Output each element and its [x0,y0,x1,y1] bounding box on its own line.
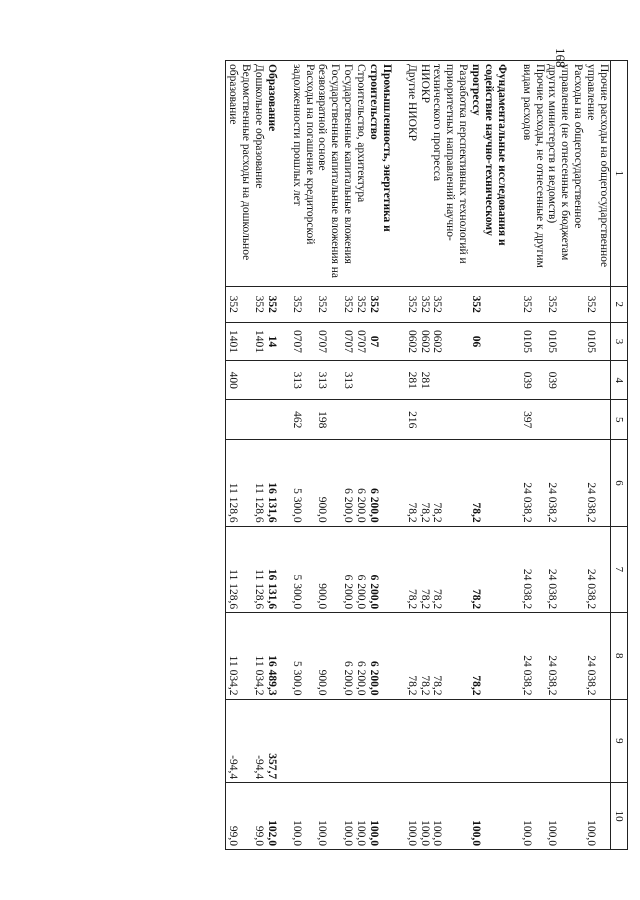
table-cell-col-9 [431,699,470,783]
table-cell-col-4 [354,361,367,400]
table-cell-col-2: 352 [520,286,546,322]
table-cell-col-4: 039 [546,361,585,400]
table-cell-col-3: 1401 [252,322,265,360]
table-row [418,61,431,850]
spacer-cell [393,322,405,360]
table-cell-col-1: Государственные капитальные вложения [341,61,354,287]
table-row [354,61,367,850]
table-cell-col-9: 357,7 [265,699,278,783]
table-cell-col-3: 0105 [520,322,546,360]
table-cell-col-6: 5 300,0 [290,440,316,526]
table-cell-col-5 [584,400,610,440]
table-cell-col-1: Фундаментальные исследования и содействие научно-техническому прогрессу [469,61,508,287]
table-cell-col-5: 216 [405,400,418,440]
table-cell-col-2: 352 [546,286,585,322]
table-row [341,61,354,850]
table-cell-col-3: 0707 [316,322,342,360]
table-cell-col-5: 198 [316,400,342,440]
header-col-9: 9 [611,699,628,783]
table-row [316,61,342,850]
spacer-cell [393,61,405,287]
table-cell-col-3: 0105 [546,322,585,360]
table-cell-col-6: 6 200,0 [341,440,354,526]
table-cell-col-3: 0105 [584,322,610,360]
table-cell-col-5 [226,400,252,440]
table-cell-col-8: 24 038,2 [520,613,546,699]
table-cell-col-1: НИОКР [418,61,431,287]
table-cell-col-9 [341,699,354,783]
table-cell-col-7: 6 200,0 [354,526,367,612]
table-cell-col-2: 352 [431,286,470,322]
table-cell-col-8: 78,2 [431,613,470,699]
table-cell-col-1: Ведомственные расходы на дошкольное образование [226,61,252,287]
table-cell-col-10: 100,0 [354,783,367,850]
spacer-cell [393,783,405,850]
header-col-7: 7 [611,526,628,612]
spacer-cell [508,526,520,612]
spacer-cell [278,783,290,850]
table-cell-col-6: 900,0 [316,440,342,526]
table-cell-col-6: 78,2 [405,440,418,526]
table-cell-col-3: 14 [265,322,278,360]
table-cell-col-3: 1401 [226,322,252,360]
table-cell-col-8: 5 300,0 [290,613,316,699]
table-cell-col-9 [316,699,342,783]
table-body [226,61,611,850]
table-cell-col-1: Другие НИОКР [405,61,418,287]
table-cell-col-7: 78,2 [418,526,431,612]
budget-table [225,60,628,850]
table-row [405,61,418,850]
table-row [226,61,252,850]
table-row [290,61,316,850]
table-cell-col-1: Прочие расходы, не отнесенные к другим видам расходов [520,61,546,287]
table-cell-col-6: 24 038,2 [546,440,585,526]
spacer-cell [393,361,405,400]
table-cell-col-6: 78,2 [431,440,470,526]
table-cell-col-5 [546,400,585,440]
table-cell-col-9 [520,699,546,783]
table-cell-col-6: 6 200,0 [367,440,393,526]
spacer-cell [278,286,290,322]
table-cell-col-9 [354,699,367,783]
table-cell-col-4: 039 [520,361,546,400]
table-row [469,61,508,850]
table-cell-col-2: 352 [252,286,265,322]
table-cell-col-3: 0602 [405,322,418,360]
table-cell-col-10: 100,0 [341,783,354,850]
table-cell-col-2: 352 [405,286,418,322]
table-cell-col-2: 352 [367,286,393,322]
table-row [546,61,585,850]
table-cell-col-4 [252,361,265,400]
table-cell-col-7: 78,2 [431,526,470,612]
table-row [431,61,470,850]
spacer-cell [278,613,290,699]
spacer-cell [278,400,290,440]
rotated-page [58,60,628,850]
table-cell-col-6: 78,2 [418,440,431,526]
table-cell-col-8: 24 038,2 [584,613,610,699]
table-cell-col-5 [367,400,393,440]
table-cell-col-10: 100,0 [367,783,393,850]
table-cell-col-2: 352 [418,286,431,322]
table-cell-col-1: Государственные капитальные вложения на безвозвратной основе [316,61,342,287]
table-cell-col-6: 11 128,6 [226,440,252,526]
table-cell-col-5: 462 [290,400,316,440]
spacer-cell [508,613,520,699]
table-cell-col-3: 0707 [341,322,354,360]
spacer-cell [508,286,520,322]
spacer-cell [393,286,405,322]
table-cell-col-6: 24 038,2 [584,440,610,526]
table-cell-col-8: 78,2 [469,613,508,699]
table-cell-col-2: 352 [316,286,342,322]
spacer-row [508,61,520,850]
header-col-2: 2 [611,286,628,322]
header-col-8: 8 [611,613,628,699]
spacer-cell [278,699,290,783]
table-cell-col-1: Строительство, архитектура [354,61,367,287]
table-cell-col-6: 6 200,0 [354,440,367,526]
table-cell-col-10: 100,0 [469,783,508,850]
table-cell-col-9: -94,4 [226,699,252,783]
table-cell-col-5 [469,400,508,440]
table-cell-col-10: 100,0 [418,783,431,850]
table-cell-col-3: 06 [469,322,508,360]
table-cell-col-9: -94,4 [252,699,265,783]
spacer-cell [393,400,405,440]
table-cell-col-1: Расходы на общегосударственное управление (не отнесенные к бюджетам других министерств и ведомств) [546,61,585,287]
spacer-row [278,61,290,850]
table-cell-col-7: 11 128,6 [226,526,252,612]
table-cell-col-6: 16 131,6 [265,440,278,526]
table-cell-col-4: 313 [341,361,354,400]
table-cell-col-5: 397 [520,400,546,440]
spacer-cell [278,322,290,360]
spacer-cell [278,440,290,526]
table-cell-col-7: 6 200,0 [367,526,393,612]
spacer-cell [508,400,520,440]
table-cell-col-10: 100,0 [520,783,546,850]
spacer-cell [508,322,520,360]
header-col-1: 1 [611,61,628,287]
table-cell-col-8: 900,0 [316,613,342,699]
spacer-cell [393,613,405,699]
header-col-4: 4 [611,361,628,400]
table-cell-col-10: 100,0 [546,783,585,850]
table-cell-col-7: 78,2 [405,526,418,612]
table-cell-col-4 [265,361,278,400]
table-cell-col-9 [546,699,585,783]
table-cell-col-7: 6 200,0 [341,526,354,612]
table-cell-col-10: 102,0 [265,783,278,850]
table-cell-col-2: 352 [469,286,508,322]
table-cell-col-2: 352 [341,286,354,322]
table-cell-col-7: 900,0 [316,526,342,612]
table-cell-col-4 [469,361,508,400]
table-cell-col-4 [367,361,393,400]
table-cell-col-4: 313 [290,361,316,400]
table-cell-col-10: 100,0 [290,783,316,850]
spacer-cell [508,440,520,526]
table-cell-col-8: 6 200,0 [367,613,393,699]
table-cell-col-4: 313 [316,361,342,400]
spacer-cell [393,440,405,526]
table-row [584,61,610,850]
table-cell-col-5 [265,400,278,440]
table-cell-col-8: 6 200,0 [354,613,367,699]
table-cell-col-9 [367,699,393,783]
table-cell-col-7: 11 128,6 [252,526,265,612]
table-cell-col-3: 0707 [354,322,367,360]
table-cell-col-3: 0602 [431,322,470,360]
table-cell-col-5 [354,400,367,440]
table-cell-col-2: 352 [354,286,367,322]
table-cell-col-1: Разработка перспективных технологий и приоритетных направлений научно-технического прогресса [431,61,470,287]
table-cell-col-2: 352 [584,286,610,322]
table-cell-col-8: 16 489,3 [265,613,278,699]
table-row [252,61,265,850]
table-cell-col-9 [469,699,508,783]
spacer-cell [508,61,520,287]
table-cell-col-6: 24 038,2 [520,440,546,526]
table-cell-col-1: Промышленность, энергетика и строительство [367,61,393,287]
table-row [265,61,278,850]
table-cell-col-7: 5 300,0 [290,526,316,612]
spacer-cell [278,61,290,287]
table-cell-col-8: 11 034,2 [252,613,265,699]
table-cell-col-8: 11 034,2 [226,613,252,699]
table-cell-col-1: Расходы на погашение кредиторской задолженности прошлых лет [290,61,316,287]
table-row [520,61,546,850]
spacer-cell [393,699,405,783]
table-row [367,61,393,850]
spacer-cell [393,526,405,612]
table-cell-col-10: 100,0 [405,783,418,850]
table-cell-col-2: 352 [265,286,278,322]
table-cell-col-5 [418,400,431,440]
table-cell-col-10: 99,0 [226,783,252,850]
table-cell-col-7: 24 038,2 [520,526,546,612]
table-cell-col-9 [405,699,418,783]
table-cell-col-7: 78,2 [469,526,508,612]
table-cell-col-4: 281 [418,361,431,400]
spacer-cell [278,526,290,612]
table-cell-col-4 [431,361,470,400]
spacer-cell [278,361,290,400]
spacer-cell [508,783,520,850]
header-col-10: 10 [611,783,628,850]
table-cell-col-2: 352 [290,286,316,322]
spacer-cell [508,361,520,400]
table-cell-col-4: 281 [405,361,418,400]
table-cell-col-1: Прочие расходы на общегосударственное управление [584,61,610,287]
table-cell-col-10: 100,0 [584,783,610,850]
table-cell-col-4 [584,361,610,400]
table-cell-col-6: 11 128,6 [252,440,265,526]
header-col-6: 6 [611,440,628,526]
table-cell-col-5 [431,400,470,440]
table-cell-col-7: 24 038,2 [584,526,610,612]
table-cell-col-3: 0707 [290,322,316,360]
table-cell-col-9 [418,699,431,783]
header-col-3: 3 [611,322,628,360]
table-cell-col-10: 99,0 [252,783,265,850]
spacer-row [393,61,405,850]
table-cell-col-3: 0602 [418,322,431,360]
table-cell-col-10: 100,0 [431,783,470,850]
table-cell-col-5 [341,400,354,440]
table-cell-col-1: Дошкольное образование [252,61,265,287]
table-cell-col-9 [584,699,610,783]
table-header-row [611,61,628,850]
table-cell-col-8: 78,2 [405,613,418,699]
table-cell-col-7: 24 038,2 [546,526,585,612]
spacer-cell [508,699,520,783]
header-col-5: 5 [611,400,628,440]
table-cell-col-10: 100,0 [316,783,342,850]
table-cell-col-4: 400 [226,361,252,400]
table-cell-col-3: 07 [367,322,393,360]
table-cell-col-8: 78,2 [418,613,431,699]
table-cell-col-8: 24 038,2 [546,613,585,699]
table-cell-col-7: 16 131,6 [265,526,278,612]
table-cell-col-9 [290,699,316,783]
table-cell-col-8: 6 200,0 [341,613,354,699]
page-number: 168 [553,48,568,68]
table-cell-col-1: Образование [265,61,278,287]
table-cell-col-6: 78,2 [469,440,508,526]
table-cell-col-2: 352 [226,286,252,322]
table-cell-col-5 [252,400,265,440]
